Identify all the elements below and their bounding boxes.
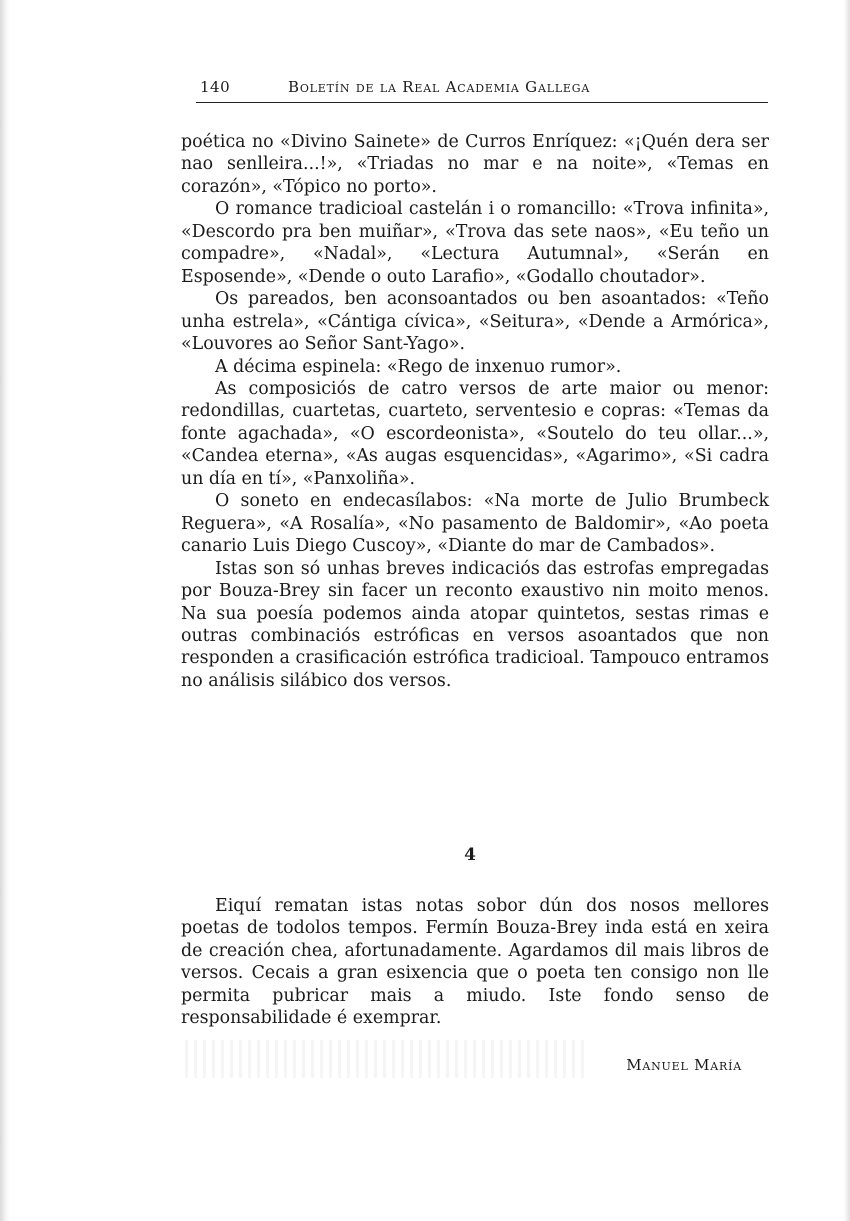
section-number: 4 xyxy=(464,845,476,865)
page-number: 140 xyxy=(200,78,231,96)
paragraph-2: O romance tradicioal castelán i o romancillo: «Trova infinita», «Descordo pra ben muiñar», «Trova das sete naos», «Eu teño un compadre», «Nadal», «Lectura Autumnal», «Serán en Esposende», «Dende o outo Larafio», «Godallo choutador». xyxy=(181,199,769,287)
paragraph-5: As composiciós de catro versos de arte maior ou menor: redondillas, cuartetas, cuarteto, serventesio e copras: «Temas da fonte agachada», «O escordeonista», «Soutelo do teu ollar...», «Candea eterna», «As augas esquencidas», «Agarimo», «Si cadra un día en tí», «Panxoliña». xyxy=(181,378,769,489)
paragraph-1: poética no «Divino Sainete» de Curros Enríquez: «¡Quén dera ser nao senlleira...!», «Triadas no mar e na noite», «Temas en corazón», «Tópico no porto». xyxy=(181,132,769,197)
author-signature: Manuel María xyxy=(626,1056,742,1074)
paragraph-7: Istas son só unhas breves indicaciós das estrofas empregadas por Bouza-Brey sin facer un reconto exaustivo nin moito menos. Na sua poesía podemos ainda atopar quintetos, sestas rimas e outras combinaciós estróficas en versos asoantados que non responden a crasificación estrófica tradicioal. Tampouco entramos no análisis silábico dos versos. xyxy=(181,558,769,691)
paragraph-6: O soneto en endecasílabos: «Na morte de Julio Brumbeck Reguera», «A Rosalía», «No pasamento de Baldomir», «Ao poeta canario Luis Diego Cuscoy», «Diante do mar de Cambados». xyxy=(181,491,769,557)
running-head xyxy=(196,76,768,103)
article-text xyxy=(181,131,769,692)
paragraph-3: Os pareados, ben aconsoantados ou ben asoantados: «Teño unha estrela», «Cántiga cívica», «Seitura», «Dende a Armórica», «Louvores ao Señor Sant-Yago». xyxy=(181,289,769,355)
journal-title: Boletín de la Real Academia Gallega xyxy=(288,78,591,96)
closing-paragraph: Eiquí rematan istas notas sobor dún dos nosos mellores poetas de todolos tempos. Fermín Bouza-Brey inda está en xeira de creación chea, afortunadamente. Agardamos dil mais libros de versos. Cecais a gran esixencia que o poeta ten consigo non lle permita pubricar mais a miudo. Iste fondo senso de responsabilidade é exemprar. xyxy=(181,896,769,1029)
closing-section xyxy=(181,895,769,1030)
page-edge-left xyxy=(0,0,10,1221)
page-edge-right xyxy=(844,0,850,1221)
paragraph-4: A décima espinela: «Rego de inxenuo rumor». xyxy=(215,356,622,377)
